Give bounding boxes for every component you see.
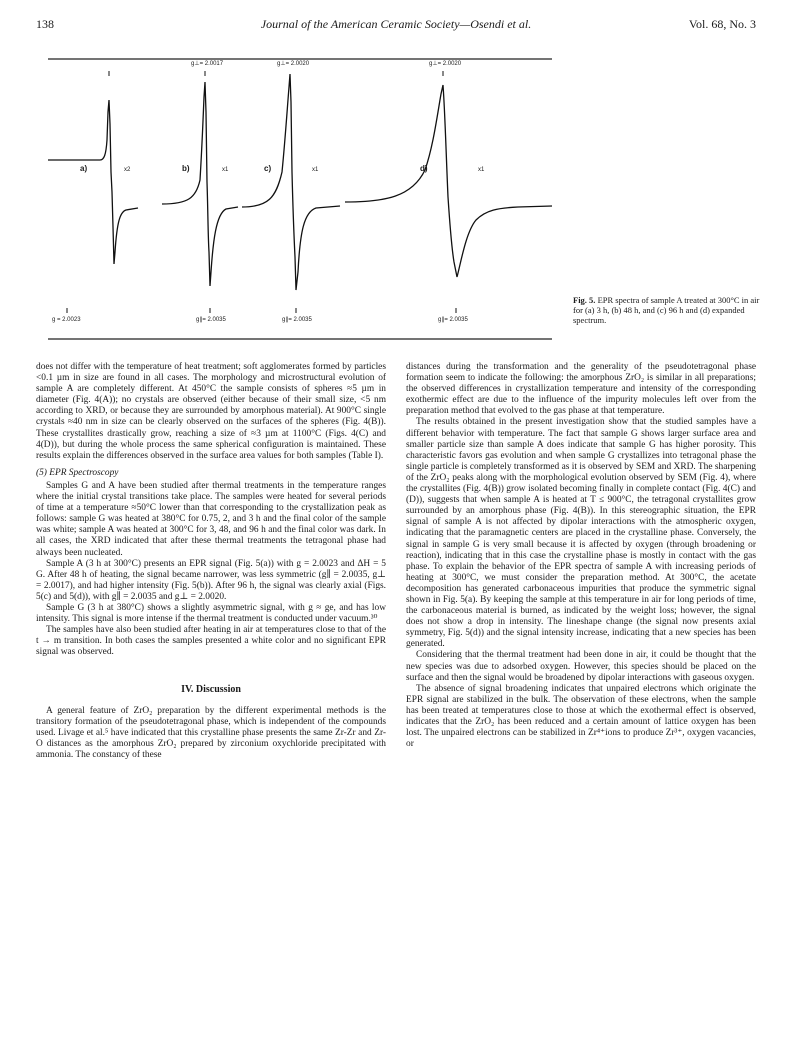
caption-text: EPR spectra of sample A treated at 300°C in air for (a) 3 h, (b) 48 h, and (c) 96 h and (d) expanded spectrum. [573, 295, 760, 325]
panel-label-b: b) [182, 164, 190, 173]
page-number: 138 [36, 17, 54, 31]
g-perp-label-c: g⊥= 2.0020 [277, 61, 310, 67]
paragraph: does not differ with the temperature of heat treatment; soft agglomerates formed by particles <0.1 µm in size are found in all cases. The morphology and microstructural evolution of sample A are completely different. At 450°C the sample consists of spheres ≈5 µm in diameter (Fig. 4(A)); no crystals are observed (either because of their small size, <5 nm according to XRD, or because they are surrounded by amorphous material). At 900°C single crystals ≈40 nm in size can be clearly observed on the surfaces of the spheres (Fig. 4(B)). These crystallites drastically grow, reaching a size of ≈3 µm at 1100°C (Figs. 4(C) and 4(D)), but during the whole process the same spherical configuration is maintained. These results explain the differences observed in the surface area values for both samples (Table I). [36, 362, 386, 461]
running-header [36, 17, 756, 33]
scale-label-b: x1 [222, 167, 229, 173]
g-par-label-c: g∥= 2.0035 [282, 317, 312, 323]
g-label-a: g = 2.0023 [52, 317, 81, 323]
epr-spectra-plot [40, 52, 560, 340]
caption-label: Fig. 5. [573, 295, 596, 305]
g-perp-label-d: g⊥= 2.0020 [429, 61, 462, 67]
panel-label-c: c) [264, 164, 272, 173]
g-par-label-d: g∥= 2.0035 [438, 317, 468, 323]
figure-caption [573, 295, 763, 325]
spectrum-c [242, 74, 340, 290]
subsection-heading: (5) EPR Spectroscopy [36, 467, 119, 478]
paragraph: The absence of signal broadening indicates that unpaired electrons which originate the EPR signal are stabilized in the bulk. The observation of these electrons, when the sample has been treated at temperatures close to those at which the exothermal effect is observed, indicates that the ZrO₂ has been reduced and a certain amount of lattice oxygen has been lost. The unpaired electrons can be stabilized in Zr⁴⁺ions to produce Zr³⁺, oxygen vacancies, or [406, 683, 756, 750]
left-column [36, 362, 386, 761]
g-par-label-b: g∥= 2.0035 [196, 317, 226, 323]
paragraph: Samples G and A have been studied after thermal treatments in the temperature ranges where the initial crystal transitions take place. The samples were heated for several periods of time at a temperature ≈50°C lower than that corresponding to the crystallization peak as follows: sample G was heated at 380°C for 0.75, 2, and 3 h and the final color of the sample was white; sample A was heated at 300°C for 3, 48, and 96 h and the final color was dark. In all cases, the XRD indicated that after these thermal treatments the tetragonal phase had always been nucleated. [36, 480, 386, 558]
paragraph: Considering that the thermal treatment had been done in air, it could be thought that the new species was due to adsorbed oxygen. However, this species should be placed on the surface and then the signal would be broadened by dipolar interactions with gaseous oxygen. [406, 650, 756, 683]
section-heading: IV. Discussion [181, 684, 241, 696]
spectrum-b [162, 82, 238, 286]
paragraph: The results obtained in the present investigation show that the studied samples have a different behavior with temperature. The fact that sample G shows larger surface area and smaller particle size than sample A does indicate that sample G has higher porosity. This characteristic favors gas evolution and when sample G crystallizes into tetragonal phase the single particle is completely transformed as it is observed by SEM and XRD. The sharpening of the ZrO₂ peaks along with the morphological evolution observed by SEM (Fig. 4), where the crystallites (Fig. 4(B)) grow isolated becoming finally in complete contact (Fig. 4(C) and (D)), suggests that when sample A is heated at T ≤ 900°C, the tetragonal crystallites grow surrounded by an amorphous phase (Fig. 4(B)). In this stereographic situation, the EPR signal of sample A is not affected by dipolar interactions with the atmospheric oxygen, indicating that the paramagnetic centers are placed in the crystalline phase. Conversely, the signal in sample G is very small because it is affected by oxygen (through broadening or reaction), indicating that in this case the crystalline phase is mostly in contact with the gas phase. To explain the behavior of the EPR spectra of sample A with increasing periods of heating at 300°C, we must consider the preparation method. At 300°C, the acetate decomposition has generated carbonaceous impurities that produce the symmetric signal shown in Fig. 5(a). By keeping the sample at this temperature in air for long periods of time, the carbonaceous material is burned, as indicated by the weight loss; however, the signal does not show a drop in intensity. The lineshape change (the signal now presents axial symmetry, Fig. 5(d)) and the signal intensity increase, indicating that a new species has been generated. [406, 417, 756, 650]
scale-label-d: x1 [478, 167, 485, 173]
scale-label-c: x1 [312, 167, 319, 173]
g-perp-label-b: g⊥= 2.0017 [191, 61, 224, 67]
volume-number: Vol. 68, No. 3 [688, 17, 756, 31]
scale-label-a: x2 [124, 167, 131, 173]
journal-title: Journal of the American Ceramic Society—Osendi et al. [260, 17, 532, 31]
paragraph: The samples have also been studied after heating in air at temperatures close to that of the t → m transition. In both cases the samples presented a white color and no significant EPR signal was observed. [36, 625, 386, 658]
epr-figure [40, 52, 560, 340]
spectrum-d [345, 85, 552, 277]
spectrum-a [48, 100, 138, 264]
paragraph: Sample G (3 h at 380°C) shows a slightly asymmetric signal, with g ≈ ge, and has low intensity. This signal is more intense if the thermal treatment is conducted under vacuum.³⁰ [36, 602, 386, 625]
right-column [406, 362, 756, 750]
paragraph: A general feature of ZrO₂ preparation by the different experimental methods is the transitory formation of the pseudotetragonal phase, which is independent of the compounds used. Livage et al.⁵ have indicated that this crystalline phase presents the same Zr-Zr and Zr-O distances as the amorphous ZrO₂ prepared by zirconium oxychloride precipitated with ammonia. The constancy of these [36, 705, 386, 760]
paragraph: Sample A (3 h at 300°C) presents an EPR signal (Fig. 5(a)) with g = 2.0023 and ΔH = 5 G. After 48 h of heating, the signal became narrower, was less symmetric (g∥ = 2.0035, g⊥ = 2.0017), and had higher intensity (Fig. 5(b)). After 96 h, the signal was clearly axial (Figs. 5(c) and 5(d)), with g∥ = 2.0035 and g⊥ = 2.0020. [36, 558, 386, 602]
panel-label-a: a) [80, 164, 88, 173]
paragraph: distances during the transformation and the generality of the pseudotetragonal phase formation seem to indicate the following: the amorphous ZrO₂ is similar in all preparations; the observed differences in crystallization temperature and intensity of the corresponding exothermic effect are due to the influence of the impurity molecules left over from the preparation method that evolved to the gas phase at that temperature. [406, 362, 756, 417]
panel-label-d: d) [420, 164, 428, 173]
